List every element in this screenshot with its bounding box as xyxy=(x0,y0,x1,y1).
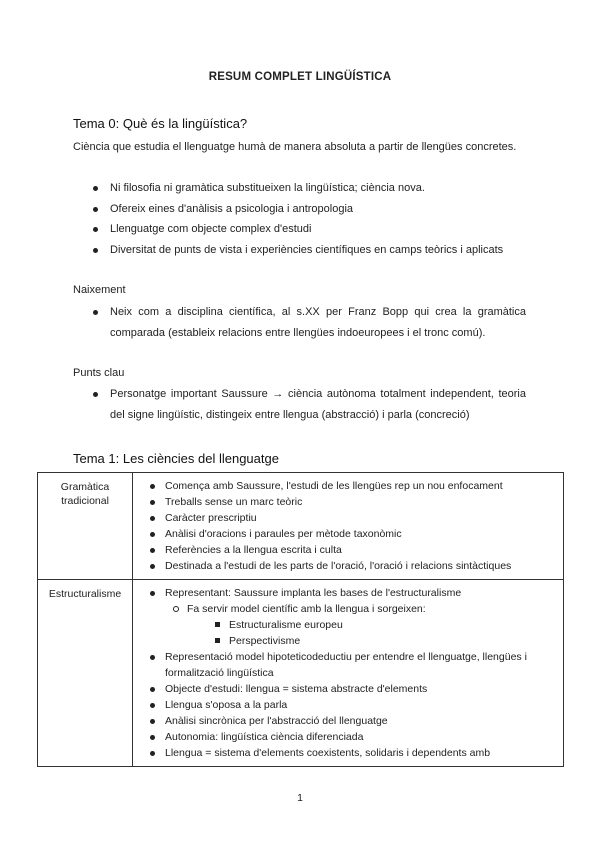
tema1-heading: Tema 1: Les ciències del llenguatge xyxy=(73,451,279,466)
list-item-text: Representant: Saussure implanta les bases de l'estructuralisme xyxy=(165,587,462,599)
category-cell: Estructuralisme xyxy=(38,580,133,767)
list-item: Ofereix eines d'anàlisis a psicologia i antropologia xyxy=(73,199,526,220)
items-cell xyxy=(133,473,564,580)
list-item: Comença amb Saussure, l'estudi de les llengües rep un nou enfocament xyxy=(137,478,559,494)
list-item: Diversitat de punts de vista i experiències científiques en camps teòrics i aplicats xyxy=(73,240,526,261)
list-item: Llenguatge com objecte complex d'estudi xyxy=(73,219,526,240)
punts-clau-bullet-list xyxy=(73,384,526,425)
list-item: Destinada a l'estudi de les parts de l'oració, l'oració i relacions sintàctiques xyxy=(137,558,559,574)
list-item: Anàlisi d'oracions i paraules per mètode taxonòmic xyxy=(137,526,559,542)
page-number: 1 xyxy=(297,792,303,804)
list-item: Objecte d'estudi: llengua = sistema abstracte d'elements xyxy=(137,681,559,697)
sub-list-item xyxy=(165,601,559,649)
naixement-bullet-list xyxy=(73,302,526,343)
naixement-label: Naixement xyxy=(73,284,126,296)
tema0-heading: Tema 0: Què és la lingüística? xyxy=(73,116,248,131)
list-item: Caràcter prescriptiu xyxy=(137,510,559,526)
list-item: Neix com a disciplina científica, al s.XX per Franz Bopp qui crea la gramàtica comparada (estableix relacions entre llengües indoeuropees i el tronc comú). xyxy=(73,302,526,343)
list-item: Llengua = sistema d'elements coexistents, solidaris i dependents amb xyxy=(137,745,559,761)
punts-clau-label: Punts clau xyxy=(73,367,125,379)
sub-sub-list-item: Perspectivisme xyxy=(195,633,559,649)
sub-sub-list-item: Estructuralisme europeu xyxy=(195,617,559,633)
list-item xyxy=(137,585,559,649)
list-item: Representació model hipoteticodeductiu per entendre el llenguatge, llengües i formalització lingüística xyxy=(137,649,559,681)
table-row xyxy=(38,580,564,767)
category-cell: Gramàtica tradicional xyxy=(38,473,133,580)
document-title: RESUM COMPLET LINGÜÍSTICA xyxy=(208,71,392,83)
sub-list-item-text: Fa servir model científic amb la llengua i sorgeixen: xyxy=(187,603,426,615)
list-item: Treballs sense un marc teòric xyxy=(137,494,559,510)
tema0-bullet-list xyxy=(73,178,526,260)
ciencies-table xyxy=(37,472,564,767)
list-item: Llengua s'oposa a la parla xyxy=(137,697,559,713)
list-item: Referències a la llengua escrita i culta xyxy=(137,542,559,558)
tema0-intro: Ciència que estudia el llenguatge humà de manera absoluta a partir de llengües concretes. xyxy=(73,141,517,153)
list-item: Ni filosofia ni gramàtica substitueixen la lingüística; ciència nova. xyxy=(73,178,526,199)
items-cell xyxy=(133,580,564,767)
list-item: Anàlisi sincrònica per l'abstracció del llenguatge xyxy=(137,713,559,729)
list-item: Personatge important Saussure → ciència autònoma totalment independent, teoria del signe lingüístic, distingeix entre llengua (abstracció) i parla (concreció) xyxy=(73,384,526,425)
list-item: Autonomia: lingüística ciència diferenciada xyxy=(137,729,559,745)
table-row xyxy=(38,473,564,580)
